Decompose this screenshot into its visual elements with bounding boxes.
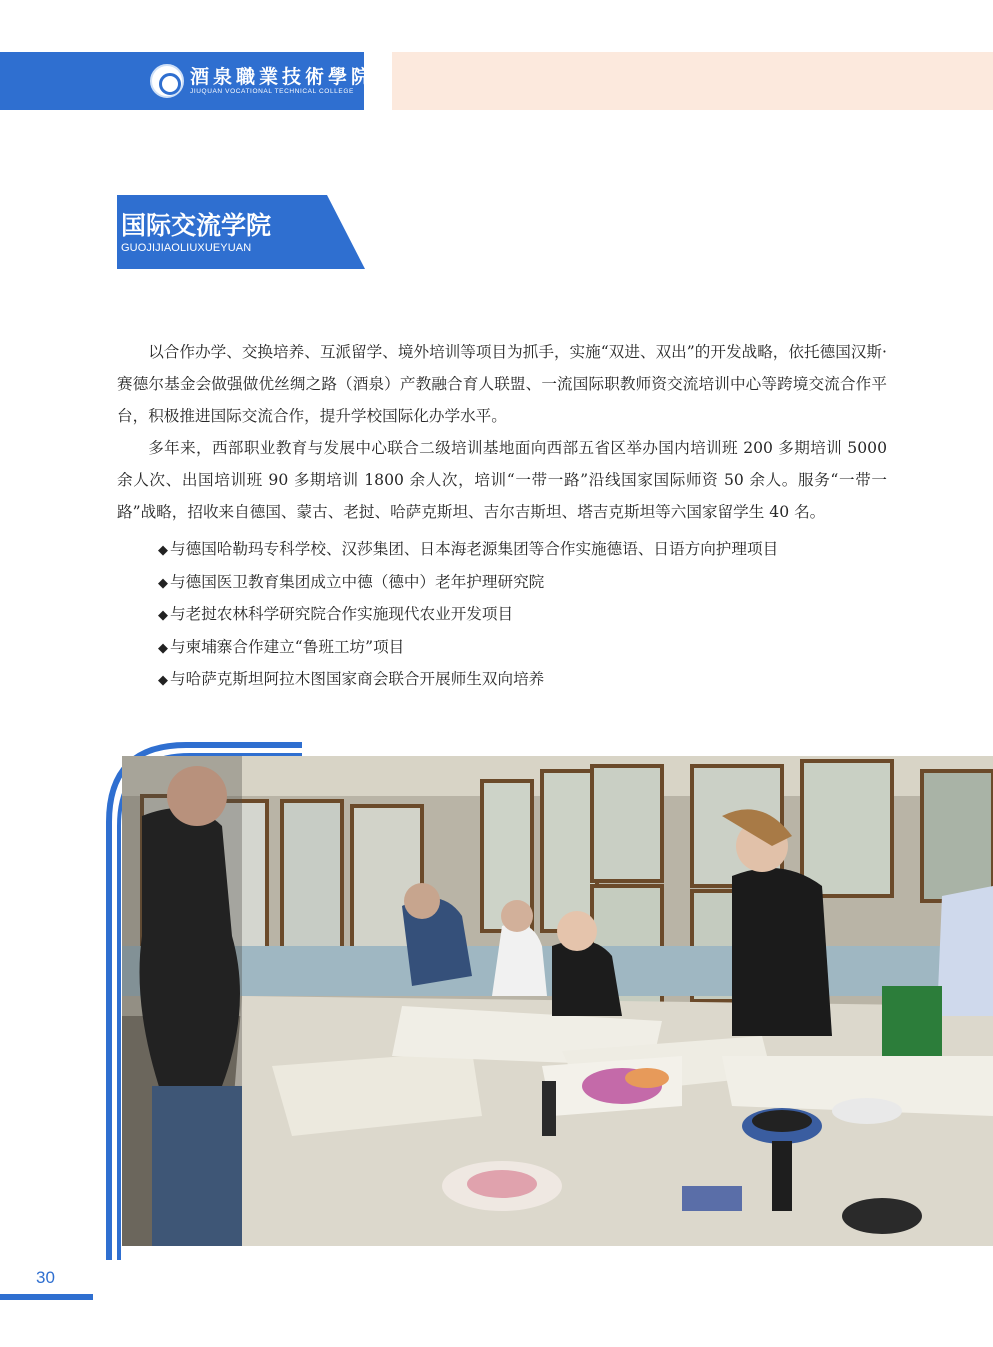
- diamond-bullet-icon: ◆: [158, 575, 168, 591]
- list-item: [158, 567, 887, 600]
- header-accent-band: [392, 52, 993, 110]
- list-item: [158, 664, 887, 697]
- section-title: 国际交流学院: [121, 211, 272, 240]
- list-item-text: 与哈萨克斯坦阿拉木图国家商会联合开展师生双向培养: [170, 670, 545, 688]
- school-name-en: JIUQUAN VOCATIONAL TECHNICAL COLLEGE: [190, 88, 354, 95]
- diamond-bullet-icon: ◆: [158, 608, 168, 623]
- list-item: [158, 632, 887, 665]
- list-item-text: 与柬埔寨合作建立“鲁班工坊”项目: [170, 637, 405, 656]
- diamond-bullet-icon: ◆: [158, 673, 168, 688]
- school-name-cn: 酒泉職業技術學院: [190, 66, 375, 88]
- page-number-bar: [0, 1294, 93, 1300]
- paragraph: 多年来，西部职业教育与发展中心联合二级培训基地面向西部五省区举办国内培训班 200 多期培训 5000 余人次、出国培训班 90 多期培训 1800 余人次，培训“一带一路”沿线国家国际师资 50 余人。服务“一带一路”战略，招收来自德国、蒙古、老挝、哈萨克斯坦、吉尔吉斯坦、塔吉克斯坦等六国家留学生 40 名。: [117, 439, 887, 521]
- list-item-text: 与德国医卫教育集团成立中德（德中）老年护理研究院: [170, 572, 545, 591]
- diamond-bullet-icon: ◆: [158, 640, 168, 656]
- paragraph: 以合作办学、交换培养、互派留学、境外培训等项目为抓手，实施“双进、双出”的开发战略，依托德国汉斯·赛德尔基金会做强做优丝绸之路（酒泉）产教融合育人联盟、一流国际职教师资交流培训中心等跨境交流合作平台，积极推进国际交流合作，提升学校国际化办学水平。: [117, 343, 887, 425]
- list-item-text: 与老挝农林科学研究院合作实施现代农业开发项目: [170, 605, 514, 623]
- photo-scene: [122, 756, 993, 1246]
- list-item: [158, 534, 887, 567]
- college-seal-icon: [150, 64, 184, 98]
- article-body: [117, 336, 887, 697]
- project-list: [117, 534, 887, 697]
- list-item: [158, 599, 887, 632]
- calligraphy-class-photo: [122, 756, 993, 1246]
- section-subtitle: GUOJIJIAOLIUXUEYUAN: [121, 242, 252, 254]
- page-number: 30: [36, 1268, 55, 1287]
- diamond-bullet-icon: ◆: [158, 543, 168, 558]
- list-item-text: 与德国哈勒玛专科学校、汉莎集团、日本海老源集团等合作实施德语、日语方向护理项目: [170, 540, 779, 558]
